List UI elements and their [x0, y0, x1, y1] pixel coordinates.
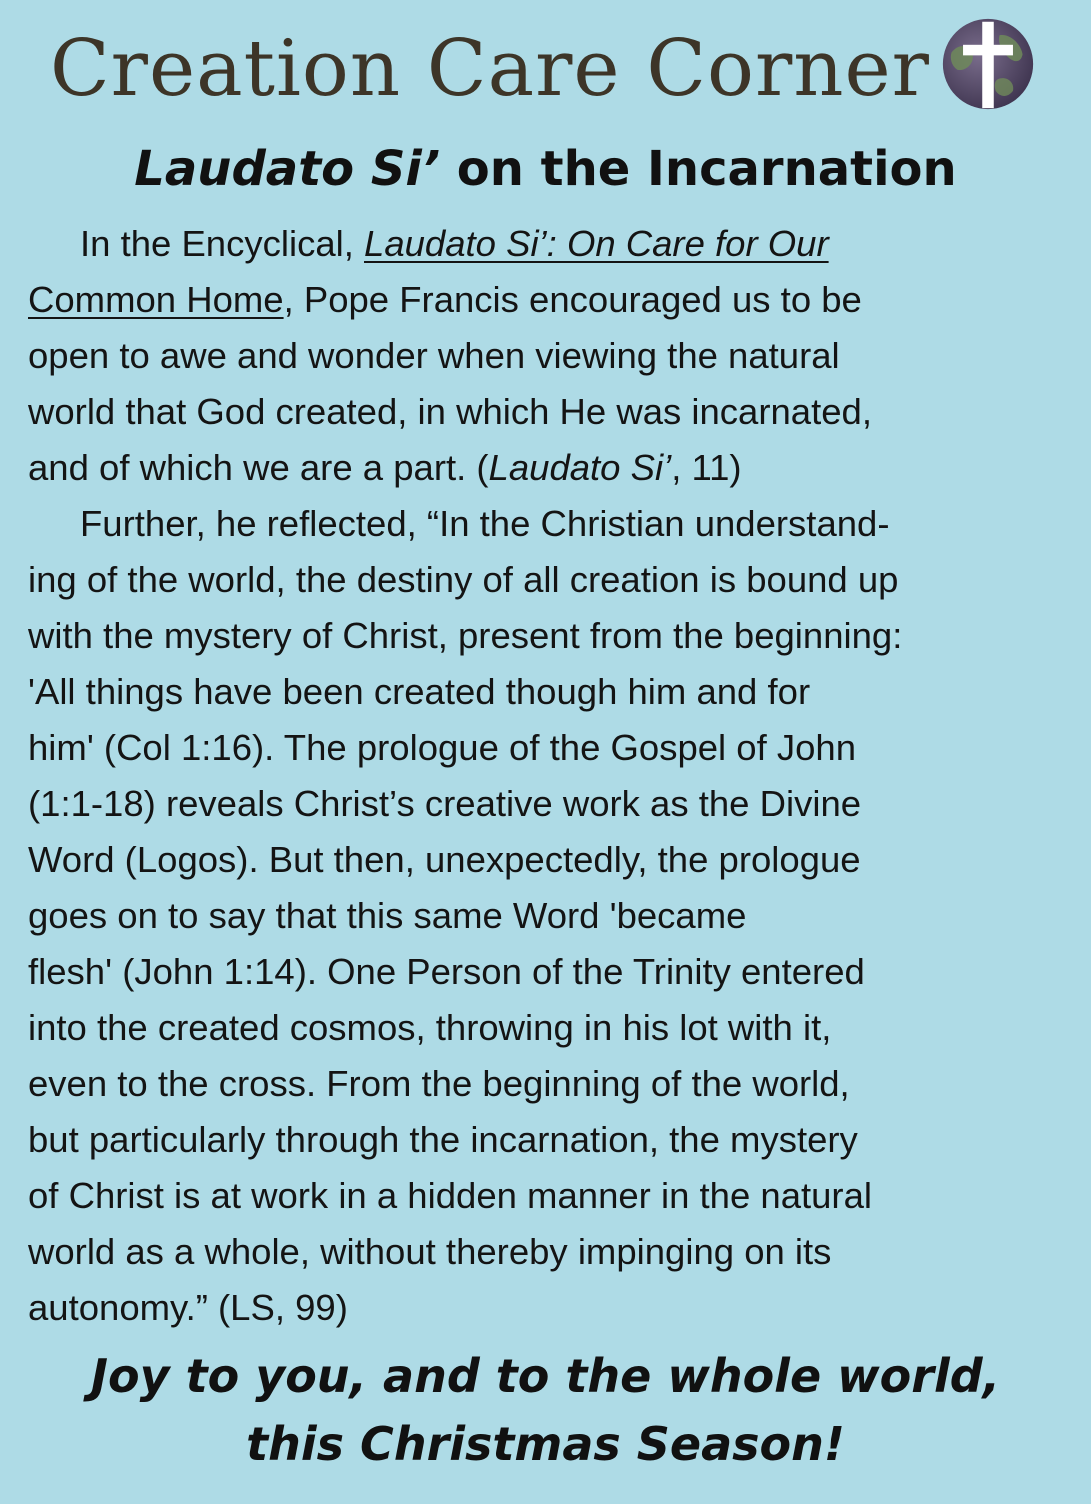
encyclical-title-link: Laudato Si’: On Care for Our	[364, 223, 829, 264]
paragraph-2-line: into the created cosmos, throwing in his lot with it,	[28, 1007, 832, 1048]
closing-greeting	[0, 1342, 1091, 1478]
text-run: In the Encyclical,	[80, 223, 365, 264]
paragraph-2-line: (1:1-18) reveals Christ’s creative work as the Divine	[28, 783, 862, 824]
paragraph-2-line: him' (Col 1:16). The prologue of the Gospel of John	[28, 727, 857, 768]
paragraph-1-line: open to awe and wonder when viewing the natural	[28, 335, 840, 376]
globe-with-cross-icon	[940, 16, 1036, 112]
citation-title: Laudato Si’	[488, 447, 672, 488]
paragraph-2-line: of Christ is at work in a hidden manner in the natural	[28, 1175, 872, 1216]
paragraph-2-line: with the mystery of Christ, present from the beginning:	[28, 615, 903, 656]
paragraph-2-line: even to the cross. From the beginning of the world,	[28, 1063, 850, 1104]
paragraph-2-line: Word (Logos). But then, unexpectedly, the prologue	[28, 839, 861, 880]
paragraph-2-line: Further, he reflected, “In the Christian understand-	[80, 503, 890, 544]
article-title-italic: Laudato Si’	[134, 141, 441, 197]
closing-line-2: this Christmas Season!	[246, 1417, 845, 1471]
text-run: and of which we are a part. (	[28, 447, 489, 488]
closing-line-1: Joy to you, and to the whole world,	[90, 1349, 1001, 1403]
paragraph-1-line	[28, 440, 1068, 496]
paragraph-1-line	[28, 216, 1068, 272]
paragraph-2-line: but particularly through the incarnation, the mystery	[28, 1119, 858, 1160]
masthead-title: Creation Care Corner	[50, 24, 930, 114]
masthead	[50, 14, 930, 124]
encyclical-title-link-cont: Common Home	[28, 279, 284, 320]
text-run: , 11)	[671, 447, 742, 488]
article-title-rest: on the Incarnation	[440, 141, 957, 197]
paragraph-2-line: goes on to say that this same Word 'became	[28, 895, 747, 936]
paragraph-2-line: world as a whole, without thereby impinging on its	[28, 1231, 832, 1272]
article-body	[28, 216, 1068, 1336]
text-run: , Pope Francis encouraged us to be	[283, 279, 862, 320]
paragraph-2-line: flesh' (John 1:14). One Person of the Trinity entered	[28, 951, 865, 992]
paragraph-2-line: autonomy.” (LS, 99)	[28, 1287, 348, 1328]
article-title	[0, 138, 1091, 200]
paragraph-2-line: 'All things have been created though him and for	[28, 671, 811, 712]
paragraph-1-line	[28, 272, 1068, 328]
paragraph-2-line: ing of the world, the destiny of all creation is bound up	[28, 559, 899, 600]
paragraph-1-line: world that God created, in which He was incarnated,	[28, 391, 872, 432]
